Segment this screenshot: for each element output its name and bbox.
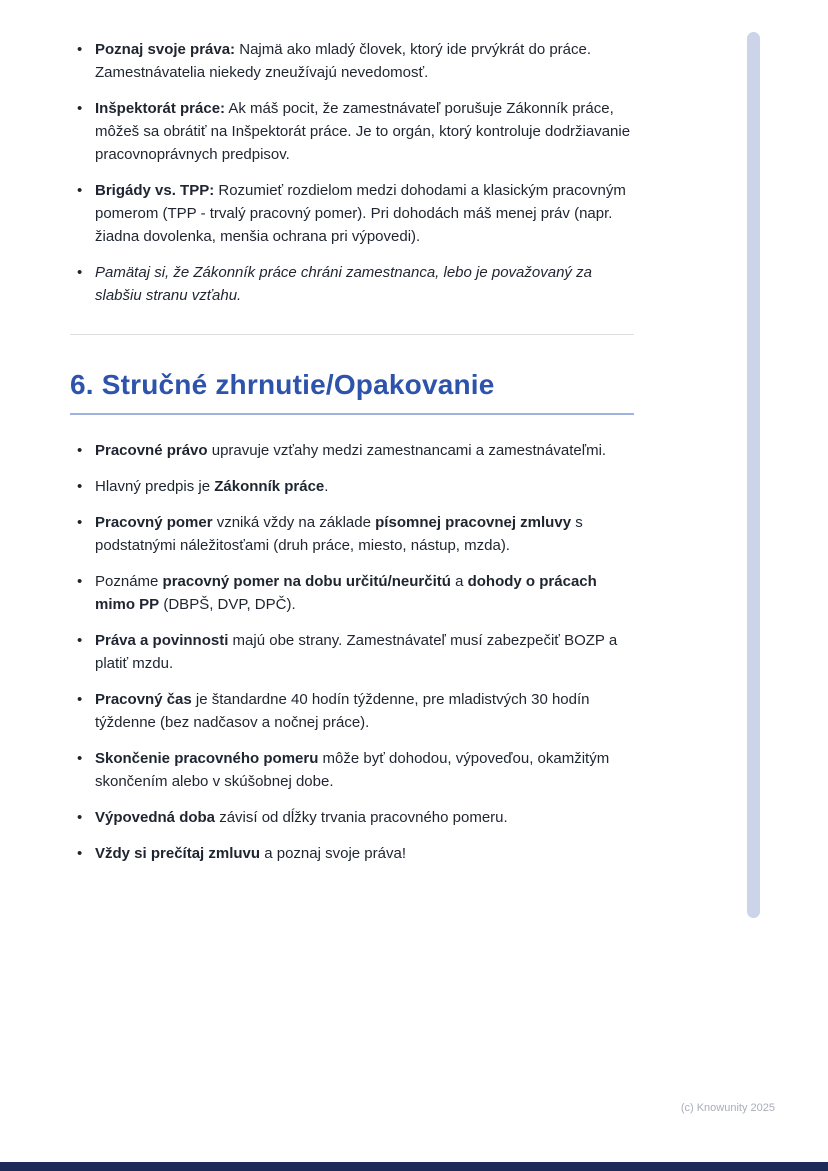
section-divider	[70, 334, 634, 335]
list-item: • Inšpektorát práce: Ak máš pocit, že zamestnávateľ porušuje Zákonník práce, môžeš sa obrátiť na Inšpektorát práce. Je to orgán, ktorý kontroluje dodržiavanie pracovnoprávnych predpisov.	[70, 97, 634, 166]
scrollbar-thumb[interactable]	[747, 32, 760, 918]
list-item: • Pracovné právo upravuje vzťahy medzi zamestnancami a zamestnávateľmi.	[70, 439, 634, 462]
list-item: • Poznaj svoje práva: Najmä ako mladý človek, ktorý ide prvýkrát do práce. Zamestnávatelia niekedy zneužívajú nevedomosť.	[70, 38, 634, 84]
list-item: • Skončenie pracovného pomeru môže byť dohodou, výpoveďou, okamžitým skončením alebo v skúšobnej dobe.	[70, 747, 634, 793]
list-item: • Pamätaj si, že Zákonník práce chráni zamestnanca, lebo je považovaný za slabšiu stranu vzťahu.	[70, 261, 634, 307]
list-item: • Výpovedná doba závisí od dĺžky trvania pracovného pomeru.	[70, 806, 634, 829]
list-item: • Hlavný predpis je Zákonník práce.	[70, 475, 634, 498]
footer-credit: (c) Knowunity 2025	[680, 1102, 775, 1114]
bottom-accent-bar	[0, 1162, 828, 1171]
list-item: • Pracovný pomer vzniká vždy na základe písomnej pracovnej zmluvy s podstatnými náležitosťami (druh práce, miesto, nástup, mzda).	[70, 511, 634, 557]
list-item: • Pracovný čas je štandardne 40 hodín týždenne, pre mladistvých 30 hodín týždenne (bez nadčasov a nočnej práce).	[70, 688, 634, 734]
list-item: • Vždy si prečítaj zmluvu a poznaj svoje práva!	[70, 842, 634, 865]
list-item: • Poznáme pracovný pomer na dobu určitú/neurčitú a dohody o prácach mimo PP (DBPŠ, DVP, DPČ).	[70, 570, 634, 616]
heading-underline	[70, 413, 634, 415]
section-heading: 6. Stručné zhrnutie/Opakovanie	[70, 369, 495, 400]
summary-bullet-list	[70, 439, 634, 865]
list-item: • Brigády vs. TPP: Rozumieť rozdielom medzi dohodami a klasickým pracovným pomerom (TPP - trvalý pracovný pomer). Pri dohodách máš menej práv (napr. žiadna dovolenka, menšia ochrana pri výpovedi).	[70, 179, 634, 248]
document-content	[70, 38, 634, 878]
intro-bullet-list	[70, 38, 634, 307]
list-item: • Práva a povinnosti majú obe strany. Zamestnávateľ musí zabezpečiť BOZP a platiť mzdu.	[70, 629, 634, 675]
